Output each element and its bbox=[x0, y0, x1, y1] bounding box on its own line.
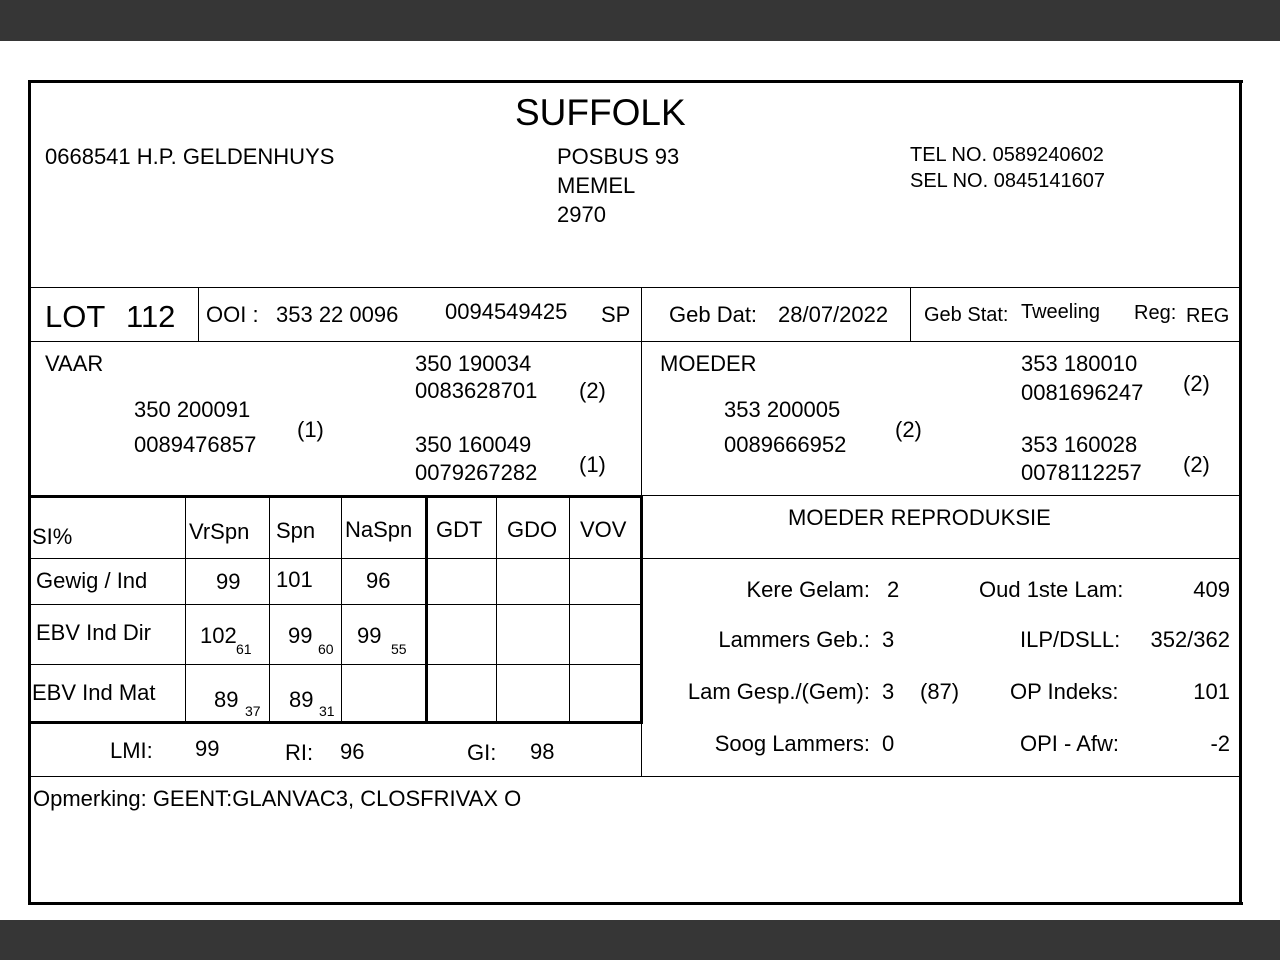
geb-dat-label: Geb Dat: bbox=[669, 302, 758, 327]
reproduksie-title: MOEDER REPRODUKSIE bbox=[788, 505, 1051, 530]
sel-number: SEL NO. 0845141607 bbox=[910, 170, 1105, 192]
moeder-dam-flag: (2) bbox=[1183, 452, 1210, 477]
vaar-sire-tag: 0083628701 bbox=[415, 378, 538, 403]
si-row-dir-spn: 99 bbox=[288, 623, 313, 648]
vaar-sire-flag: (2) bbox=[579, 378, 606, 403]
si-row-gewig-vrspn: 99 bbox=[216, 569, 241, 594]
si-row-dir-label: EBV Ind Dir bbox=[36, 620, 151, 645]
moeder-dam-tag: 0078112257 bbox=[1021, 460, 1142, 485]
moeder-dam-id: 353 160028 bbox=[1021, 432, 1138, 457]
address-line-3: 2970 bbox=[557, 202, 606, 227]
lam-gesp-gem: (87) bbox=[920, 679, 960, 704]
si-header-naspn: NaSpn bbox=[345, 517, 413, 542]
soog-value: 0 bbox=[882, 731, 895, 756]
si-header-vov: VOV bbox=[580, 517, 627, 542]
vaar-id: 350 200091 bbox=[134, 397, 251, 422]
si-col-divider-3 bbox=[341, 498, 342, 722]
row-divider-4 bbox=[30, 776, 1240, 777]
card-border-right bbox=[1239, 80, 1242, 905]
vaar-label: VAAR bbox=[45, 351, 104, 376]
si-row-gewig-naspn: 96 bbox=[366, 568, 391, 593]
lot-number: 112 bbox=[126, 299, 176, 334]
owner-name: 0668541 H.P. GELDENHUYS bbox=[45, 144, 335, 169]
geb-dat: 28/07/2022 bbox=[778, 302, 889, 327]
lam-gesp-value: 3 bbox=[882, 679, 895, 704]
gi-label: GI: bbox=[467, 740, 497, 765]
moeder-flag: (2) bbox=[895, 417, 922, 442]
vaar-sire-id: 350 190034 bbox=[415, 351, 532, 376]
oud-lam-value: 409 bbox=[1193, 577, 1230, 602]
moeder-sire-id: 353 180010 bbox=[1021, 351, 1138, 376]
si-header-vrspn: VrSpn bbox=[189, 519, 250, 544]
ooi-id: 353 22 0096 bbox=[276, 302, 399, 327]
ilp-value: 352/362 bbox=[1150, 627, 1230, 652]
oud-lam-label: Oud 1ste Lam: bbox=[979, 577, 1124, 602]
soog-label: Soog Lammers: bbox=[714, 731, 870, 756]
si-row-mat-spn-sub: 31 bbox=[319, 703, 335, 719]
si-row-mat-label: EBV Ind Mat bbox=[32, 680, 156, 705]
geb-stat-label: Geb Stat: bbox=[924, 304, 1009, 326]
si-row-dir-vrspn: 102 bbox=[200, 623, 237, 648]
si-header-spn: Spn bbox=[276, 518, 316, 543]
vaar-tag: 0089476857 bbox=[134, 432, 257, 457]
ri-label: RI: bbox=[285, 740, 314, 765]
lmi-label: LMI: bbox=[110, 738, 153, 763]
si-row-mat-vrspn: 89 bbox=[214, 687, 239, 712]
card-border-left bbox=[28, 80, 31, 905]
si-row-dir-vrspn-sub: 61 bbox=[236, 641, 252, 657]
si-table-bottom bbox=[30, 721, 643, 724]
opi-label: OPI - Afw: bbox=[1020, 731, 1120, 756]
lot-tag: 0094549425 bbox=[445, 299, 568, 324]
geb-stat: Tweeling bbox=[1021, 301, 1100, 323]
row-divider-1 bbox=[30, 287, 1240, 288]
card-border-bottom bbox=[28, 902, 1243, 905]
lot-divider bbox=[198, 288, 199, 341]
si-row-divider-2 bbox=[30, 664, 642, 665]
si-header-si: SI% bbox=[32, 524, 73, 549]
kere-gelam-value: 2 bbox=[887, 577, 900, 602]
vaar-dam-tag: 0079267282 bbox=[415, 460, 538, 485]
op-indeks-label: OP Indeks: bbox=[1010, 679, 1119, 704]
moeder-sire-tag: 0081696247 bbox=[1021, 380, 1144, 405]
si-col-divider-1 bbox=[185, 498, 186, 722]
lam-gesp-label: Lam Gesp./(Gem): bbox=[687, 679, 870, 704]
row-divider-2 bbox=[30, 341, 1240, 342]
lammers-geb-label: Lammers Geb.: bbox=[718, 627, 870, 652]
vaar-dam-id: 350 160049 bbox=[415, 432, 532, 457]
gebstat-divider bbox=[910, 288, 911, 341]
si-row-gewig-spn: 101 bbox=[276, 567, 313, 592]
ooi-label: OOI : bbox=[206, 302, 259, 327]
moeder-sire-flag: (2) bbox=[1183, 371, 1210, 396]
opi-value: -2 bbox=[1210, 731, 1230, 756]
si-col-divider-2 bbox=[269, 498, 270, 722]
op-indeks-value: 101 bbox=[1193, 679, 1230, 704]
si-header-divider bbox=[30, 558, 1240, 559]
moeder-tag: 0089666952 bbox=[724, 432, 847, 457]
si-header-gdo: GDO bbox=[507, 517, 558, 542]
ri-value: 96 bbox=[340, 739, 365, 764]
si-table-top bbox=[30, 495, 643, 498]
opmerking: Opmerking: GEENT:GLANVAC3, CLOSFRIVAX O bbox=[33, 786, 522, 811]
gi-value: 98 bbox=[530, 739, 555, 764]
si-row-gewig-label: Gewig / Ind bbox=[36, 568, 148, 593]
si-col-divider-4 bbox=[425, 498, 428, 722]
breed-title: SUFFOLK bbox=[515, 92, 686, 133]
lammers-geb-value: 3 bbox=[882, 627, 895, 652]
moeder-id: 353 200005 bbox=[724, 397, 841, 422]
lmi-value: 99 bbox=[195, 736, 220, 761]
si-row-mat-vrspn-sub: 37 bbox=[245, 703, 261, 719]
vaar-flag: (1) bbox=[297, 417, 324, 442]
si-row-dir-naspn: 99 bbox=[357, 623, 382, 648]
card-border-top bbox=[28, 80, 1243, 83]
si-header-gdt: GDT bbox=[436, 517, 483, 542]
si-row-dir-naspn-sub: 55 bbox=[391, 641, 407, 657]
lot-label: LOT bbox=[45, 299, 106, 334]
si-row-dir-spn-sub: 60 bbox=[318, 641, 334, 657]
si-col-divider-6 bbox=[569, 498, 570, 722]
moeder-label: MOEDER bbox=[660, 351, 757, 376]
si-col-divider-5 bbox=[496, 498, 497, 722]
tel-number: TEL NO. 0589240602 bbox=[910, 144, 1104, 166]
reg-label: Reg: bbox=[1134, 302, 1177, 324]
address-line-1: POSBUS 93 bbox=[557, 144, 680, 169]
si-row-divider-1 bbox=[30, 604, 642, 605]
address-line-2: MEMEL bbox=[557, 173, 636, 198]
reg-value: REG bbox=[1186, 305, 1230, 327]
ilp-label: ILP/DSLL: bbox=[1020, 627, 1121, 652]
lot-code: SP bbox=[601, 302, 631, 327]
kere-gelam-label: Kere Gelam: bbox=[746, 577, 870, 602]
si-table-right bbox=[640, 498, 643, 724]
si-row-mat-spn: 89 bbox=[289, 687, 314, 712]
vaar-dam-flag: (1) bbox=[579, 452, 606, 477]
